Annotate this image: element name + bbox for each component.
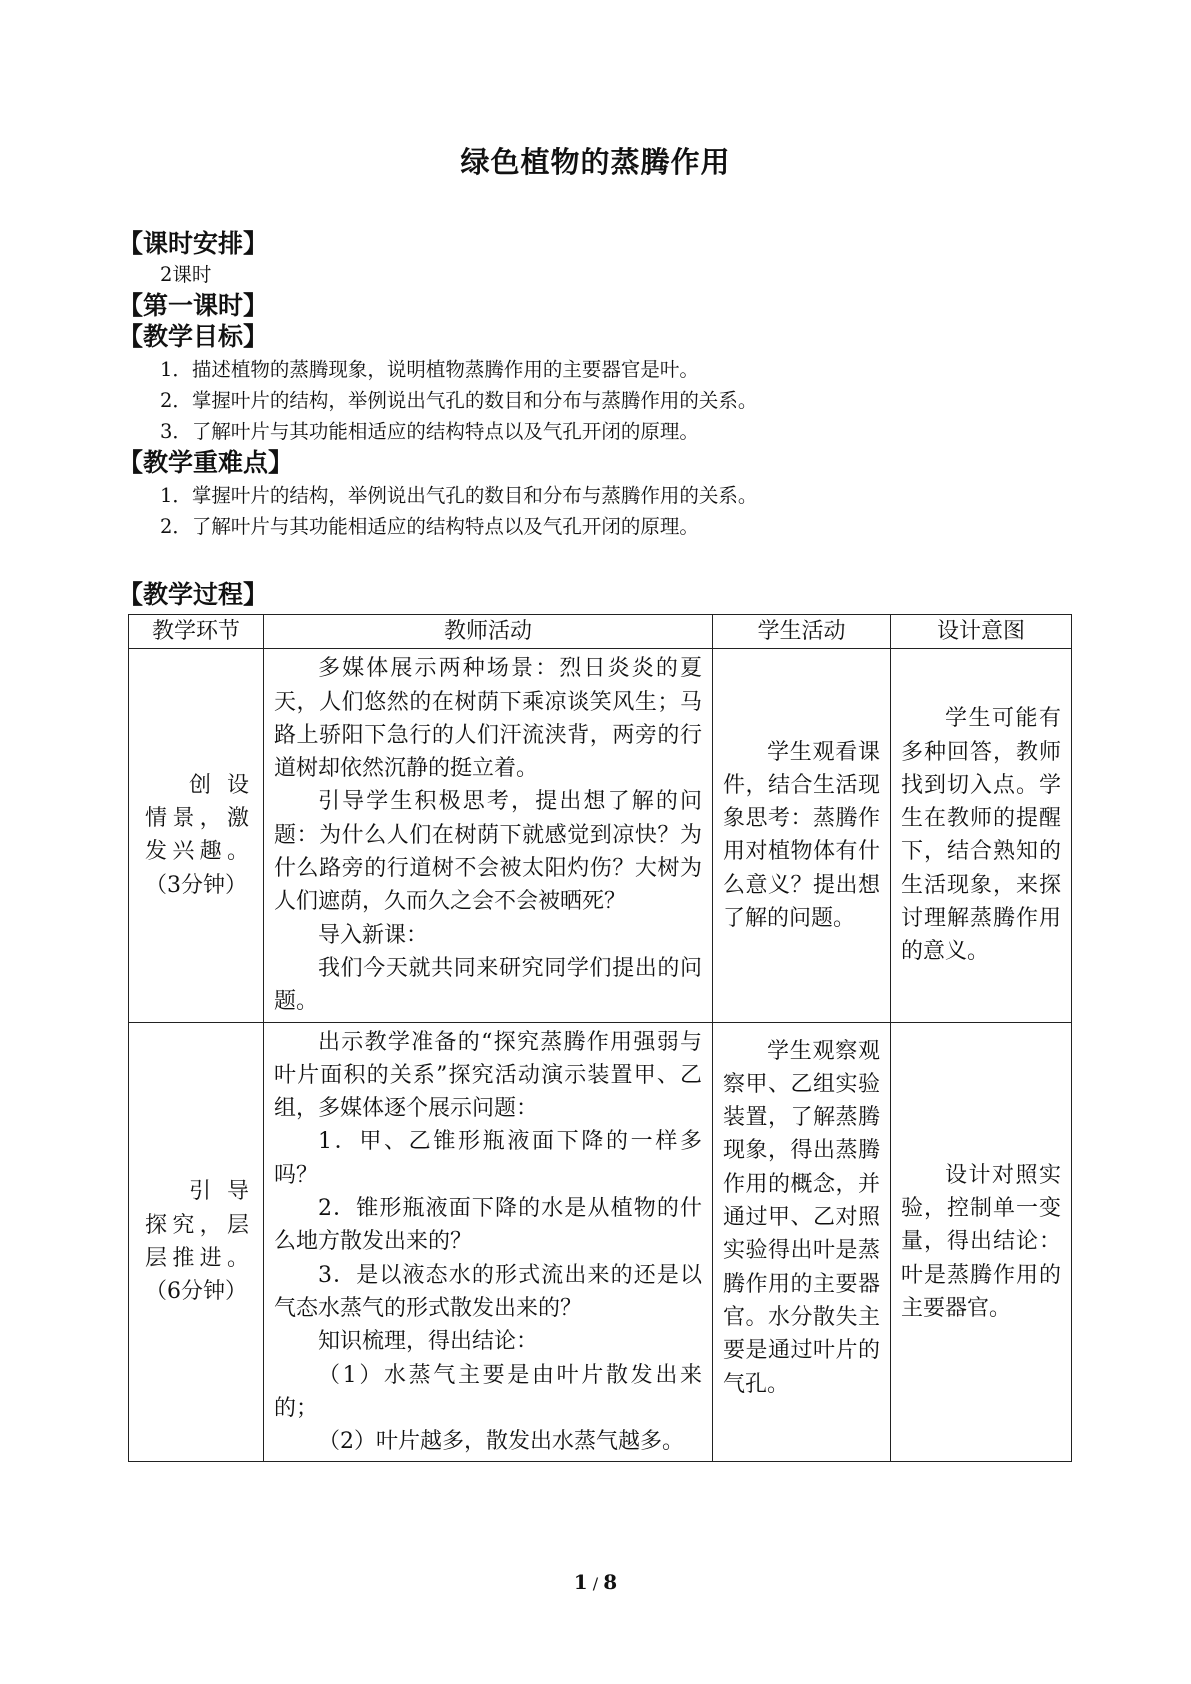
header-teacher: 教师活动: [264, 615, 713, 649]
teacher-paragraph: 多媒体展示两种场景：烈日炎炎的夏天，人们悠然的在树荫下乘凉谈笑风生；马路上骄阳下急行的人们汗流浃背，两旁的行道树却依然沉静的挺立着。: [274, 656, 702, 782]
key-point-item-1: 1．掌握叶片的结构，举例说出气孔的数目和分布与蒸腾作用的关系。: [160, 484, 758, 507]
table-row: [129, 1022, 1072, 1462]
table-row: [129, 649, 1072, 1022]
student-text: 学生观看课件，结合生活现象思考：蒸腾作用对植物体有什么意义？提出想了解的问题。: [723, 739, 880, 932]
teacher-paragraph: 引导学生积极思考，提出想了解的问题：为什么人们在树荫下就感觉到凉快？为什么路旁的行道树不会被太阳灼伤？大树为人们遮荫，久而久之会不会被晒死？: [274, 789, 702, 915]
first-lesson-heading: 【第一课时】: [118, 291, 269, 320]
student-text: 学生观察观察甲、乙组实验装置，了解蒸腾现象，得出蒸腾作用的概念，并通过甲、乙对照实验得出叶是蒸腾作用的主要器官。水分散失主要是通过叶片的气孔。: [723, 1038, 880, 1397]
current-page: 1: [573, 1570, 588, 1594]
teacher-cell: [264, 1022, 713, 1462]
teacher-paragraph: 2．锥形瓶液面下降的水是从植物的什么地方散发出来的？: [274, 1196, 702, 1255]
header-student: 学生活动: [713, 615, 891, 649]
student-cell: [713, 1022, 891, 1462]
intent-text: 学生可能有多种回答，教师找到切入点。学生在教师的提醒下，结合熟知的生活现象，来探讨理解蒸腾作用的意义。: [901, 706, 1061, 965]
teacher-paragraph: 我们今天就共同来研究同学们提出的问题。: [274, 955, 702, 1015]
intent-cell: [891, 1022, 1072, 1462]
stage-text: 引导探究，层层推进。（6分钟）: [145, 1179, 249, 1305]
schedule-heading: 【课时安排】: [118, 229, 269, 258]
stage-cell: [129, 1022, 264, 1462]
teacher-paragraph: （2）叶片越多，散发出水蒸气越多。: [318, 1429, 684, 1455]
stage-text: 创设情景，激发兴趣。（3分钟）: [145, 772, 249, 898]
goal-item-2: 2．掌握叶片的结构，举例说出气孔的数目和分布与蒸腾作用的关系。: [160, 389, 758, 412]
goals-heading: 【教学目标】: [118, 322, 269, 351]
teacher-paragraph: 1．甲、乙锥形瓶液面下降的一样多吗？: [274, 1129, 702, 1188]
student-cell: [713, 649, 891, 1022]
teacher-cell: [264, 649, 713, 1022]
header-stage: 教学环节: [129, 615, 264, 649]
goal-item-1: 1．描述植物的蒸腾现象，说明植物蒸腾作用的主要器官是叶。: [160, 358, 699, 381]
lesson-process-table: [128, 614, 1072, 1462]
teacher-paragraph: 知识梳理，得出结论：: [318, 1329, 539, 1355]
key-points-heading: 【教学重难点】: [118, 448, 294, 477]
teacher-paragraph: 导入新课：: [318, 922, 429, 948]
intent-text: 设计对照实验，控制单一变量，得出结论：叶是蒸腾作用的主要器官。: [901, 1162, 1061, 1321]
stage-cell: [129, 649, 264, 1022]
teacher-paragraph: 出示教学准备的“探究蒸腾作用强弱与叶片面积的关系”探究活动演示装置甲、乙组，多媒体逐个展示问题：: [274, 1029, 702, 1122]
table-header-row: [129, 615, 1072, 649]
process-heading: 【教学过程】: [118, 580, 269, 609]
goal-item-3: 3．了解叶片与其功能相适应的结构特点以及气孔开闭的原理。: [160, 420, 699, 443]
page-title: 绿色植物的蒸腾作用: [460, 145, 731, 179]
page-number: [0, 1570, 1191, 1594]
teacher-paragraph: （1）水蒸气主要是由叶片散发出来的；: [274, 1362, 702, 1421]
total-pages: 8: [603, 1570, 618, 1594]
teacher-paragraph: 3．是以液态水的形式流出来的还是以气态水蒸气的形式散发出来的？: [274, 1262, 702, 1321]
page-separator: /: [587, 1574, 604, 1593]
intent-cell: [891, 649, 1072, 1022]
key-point-item-2: 2．了解叶片与其功能相适应的结构特点以及气孔开闭的原理。: [160, 515, 699, 538]
header-intent: 设计意图: [891, 615, 1072, 649]
schedule-value: 2课时: [160, 263, 212, 286]
